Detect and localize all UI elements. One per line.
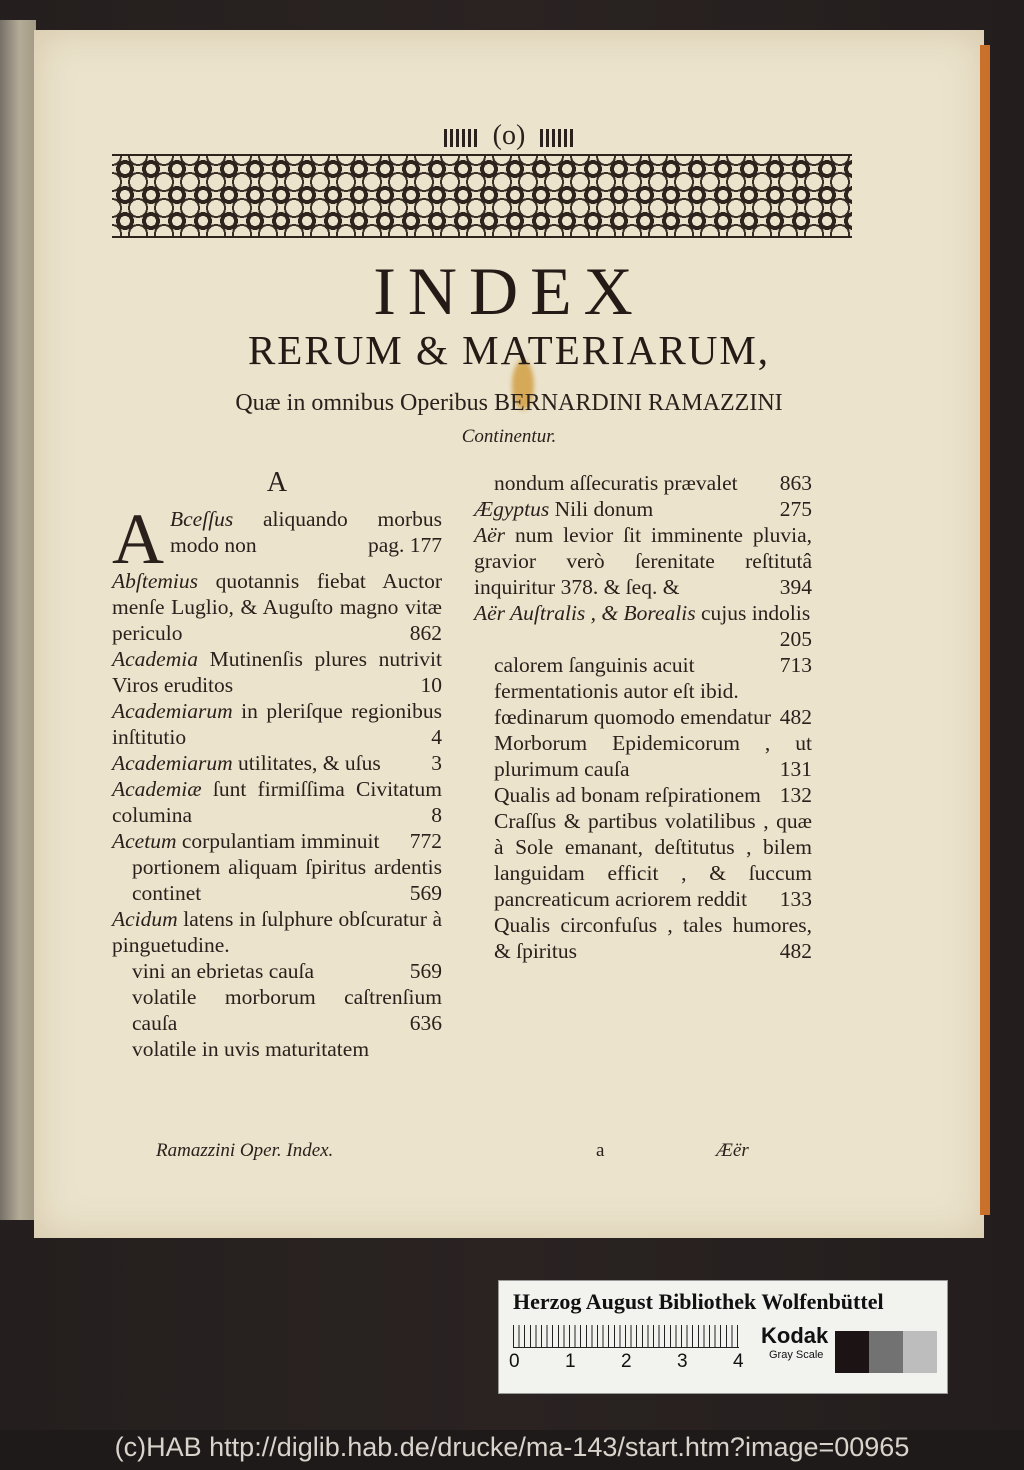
library-card — [498, 1280, 948, 1394]
index-text: aliquando morbus modo non — [170, 507, 442, 557]
index-text: calorem ſanguinis acuit — [494, 653, 695, 677]
index-term: Acetum — [112, 829, 177, 853]
page-number: 8 — [431, 803, 442, 827]
page-number: 10 — [420, 673, 442, 697]
page-number: 569 — [409, 959, 442, 983]
index-term: Acidum — [112, 907, 178, 931]
footer-left: Ramazzini Oper. Index. — [156, 1140, 334, 1161]
previous-page-edge — [0, 20, 36, 1220]
index-term: Aër Auſtralis , & Borealis — [474, 601, 696, 625]
title-line-2: Continentur. — [461, 426, 557, 447]
left-column — [112, 467, 443, 1062]
index-text: latens in ſulphure obſcuratur à pinguetudine. — [112, 907, 442, 957]
index-term: Abſtemius — [112, 569, 198, 593]
page-number: pag. 177 — [367, 533, 442, 557]
index-text: Mutinenſis plures nutrivit Viros eruditos — [112, 647, 442, 697]
index-term: Ægyptus — [474, 497, 550, 521]
page-number: 569 — [409, 881, 442, 905]
library-title: Herzog August Bibliothek Wolfenbüttel — [513, 1289, 884, 1314]
page-number: 636 — [409, 1011, 442, 1035]
page-number: 713 — [779, 653, 812, 677]
page-number: 131 — [779, 757, 812, 781]
gray-swatch — [869, 1331, 903, 1373]
page-subtitle: RERUM & MATERIARUM, — [247, 327, 771, 373]
index-entry — [112, 776, 442, 828]
index-entry — [112, 984, 442, 1036]
book-page — [34, 30, 984, 1238]
index-text: volatile in uvis maturitatem — [132, 1037, 370, 1061]
gray-scale-label: Gray Scale — [769, 1349, 824, 1361]
index-entry — [112, 1036, 442, 1062]
index-text: nondum aſſecuratis prævalet — [494, 471, 738, 495]
index-text: num levior ſit imminente pluvia, gravior verò ſerenitate reſtitutâ inquiritur 378. & ſeq. & — [474, 523, 812, 599]
index-text: Morborum Epidemicorum , ut plurimum cauſa — [494, 731, 812, 781]
index-text: fermentationis autor eſt ibid. — [494, 679, 739, 703]
index-text: cujus indolis — [700, 601, 811, 625]
index-term: Academiæ — [112, 777, 202, 801]
section-letter: A — [266, 467, 288, 498]
ruler-number: 1 — [565, 1351, 576, 1372]
index-text: ſunt firmiſſima Civitatum columina — [112, 777, 443, 827]
index-term: Academia — [112, 647, 198, 671]
index-text: in pleriſque regionibus inſtitutio — [112, 699, 443, 749]
ornamental-band — [112, 154, 852, 238]
page-number: 772 — [409, 829, 442, 853]
page-number: 132 — [779, 783, 812, 807]
page-number: 482 — [779, 705, 812, 729]
ruler — [513, 1325, 739, 1348]
index-text: portionem aliquam ſpiritus ardentis continet — [132, 855, 442, 905]
ornament-icon — [444, 129, 478, 147]
index-entry — [474, 678, 812, 704]
page-number: 3 — [431, 751, 442, 775]
index-entry — [474, 652, 812, 678]
index-term: Academiarum — [112, 699, 233, 723]
index-entry — [112, 906, 442, 958]
signature-mark: a — [596, 1140, 605, 1161]
index-entry — [474, 600, 812, 652]
index-entry — [474, 496, 812, 522]
index-text: Craſſus & partibus volatilibus , quæ à Sole emanant, deſtitutus , bilem languidam efficit , & ſuccum pancreaticum acriorem reddit — [494, 809, 812, 911]
ruler-number: 3 — [677, 1351, 688, 1372]
index-text: corpulantiam imminuit — [181, 829, 380, 853]
title-line-1: Quæ in omnibus Operibus BERNARDINI RAMAZZINI — [235, 390, 783, 416]
index-entry — [474, 730, 812, 782]
index-entry — [112, 958, 442, 984]
index-entry — [112, 568, 442, 646]
kodak-logo: Kodak — [761, 1323, 829, 1348]
page-number: 482 — [779, 939, 812, 963]
gray-swatch — [903, 1331, 937, 1373]
page-number: 4 — [431, 725, 442, 749]
index-entry — [474, 704, 812, 730]
index-entry — [474, 522, 812, 600]
index-term: Bceſſus — [170, 507, 234, 531]
drop-cap: A — [112, 499, 164, 579]
index-entry — [474, 912, 812, 964]
index-text: vini an ebrietas cauſa — [132, 959, 315, 983]
index-entry — [474, 782, 812, 808]
index-term: Academiarum — [112, 751, 233, 775]
page-number: 862 — [409, 621, 442, 645]
page-title: INDEX — [373, 253, 645, 329]
page-number: 275 — [779, 497, 812, 521]
catchword: Æër — [716, 1140, 749, 1161]
right-entry-list — [474, 470, 812, 964]
index-text: Qualis ad bonam reſpirationem — [494, 783, 761, 807]
page-header — [34, 120, 984, 152]
left-entry-list — [112, 499, 443, 1062]
ruler-number: 2 — [621, 1351, 632, 1372]
copyright-credit: (c)HAB http://diglib.hab.de/drucke/ma-143/start.htm?image=00965 — [114, 1432, 910, 1462]
index-text: quotannis fiebat Auctor menſe Luglio, & Auguſto magno vitæ periculo — [112, 569, 442, 645]
index-text: utilitates, & uſus — [238, 751, 381, 775]
index-entry — [112, 854, 442, 906]
index-text: volatile morborum caſtrenſium cauſa — [132, 985, 442, 1035]
page-number: 133 — [779, 887, 812, 911]
index-text: fœdinarum quomodo emendatur — [494, 705, 772, 729]
ruler-number: 0 — [509, 1351, 520, 1372]
page-edge — [980, 45, 990, 1215]
index-term: Aër — [474, 523, 506, 547]
page-number: 205 — [779, 627, 812, 651]
page-number: 863 — [779, 471, 812, 495]
page-number: 394 — [779, 575, 812, 599]
index-entry — [474, 470, 812, 496]
ornament-icon — [540, 129, 574, 147]
index-text: Qualis circonfuſus , tales humores, & ſpiritus — [494, 913, 812, 963]
right-column — [474, 470, 812, 964]
index-entry — [474, 808, 812, 912]
index-entry — [112, 499, 442, 579]
index-entry — [112, 750, 442, 776]
index-entry — [112, 646, 442, 698]
ruler-number: 4 — [733, 1351, 744, 1372]
index-text: Nili donum — [554, 497, 654, 521]
index-entry — [112, 828, 442, 854]
index-entry — [112, 698, 442, 750]
page-marker: (o) — [492, 120, 526, 151]
gray-swatch — [835, 1331, 869, 1373]
